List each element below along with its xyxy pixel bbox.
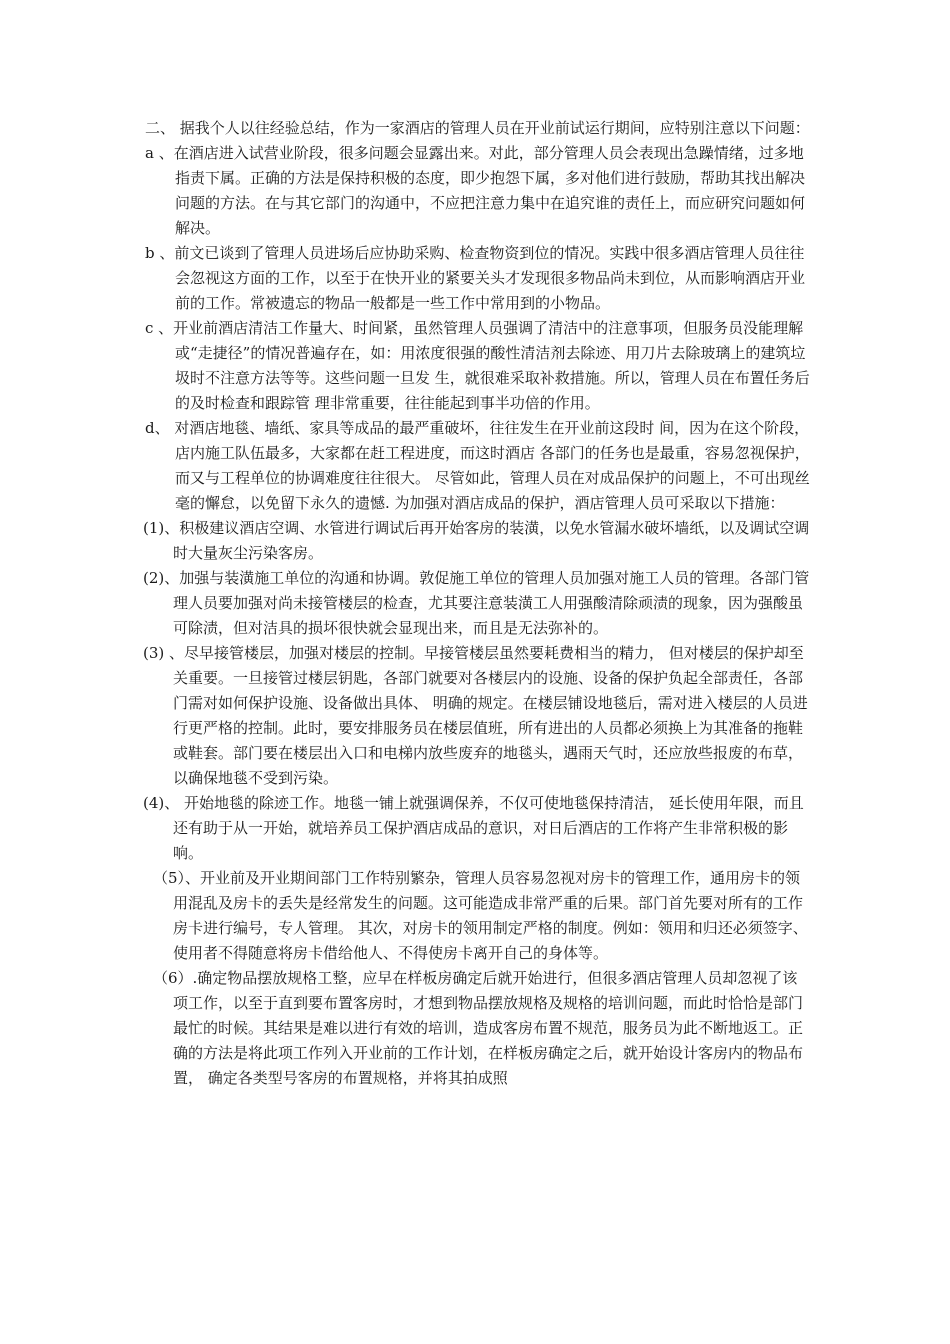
measure-6-paragraph: （6）.确定物品摆放规格工整，应早在样板房确定后就开始进行，但很多酒店管理人员却忽视了该项工作，以至于直到要布置客房时，才想到物品摆放规格及规格的培训问题，而此时恰恰是部门最忙的时候。其结果是难以进行有效的培训，造成客房布置不规范，服务员为此不断地返工。正确的方法是将此项工作列入开业前的工作计划，在样板房确定之后，就开始设计客房内的物品布置， 确定各类型号客房的布置规格，并将其拍成照: [153, 969, 804, 1087]
measure-5-paragraph: （5）、开业前及开业期间部门工作特别繁杂，管理人员容易忽视对房卡的管理工作，通用房卡的领用混乱及房卡的丢失是经常发生的问题。这可能造成非常严重的后果。部门首先要对所有的工作房卡进行编号，专人管理。 其次，对房卡的领用制定严格的制度。例如：领用和归还必须签字、使用者不得随意将房卡借给他人、不得使房卡离开自己的身体等。: [153, 869, 808, 962]
item-d-paragraph: d、 对酒店地毯、墙纸、家具等成品的最严重破坏，往往发生在开业前这段时 间，因为在这个阶段，店内施工队伍最多，大家都在赶工程进度，而这时酒店 各部门的任务也是最重，容易忽视保护，而又与工程单位的协调难度往往很大。 尽管如此，管理人员在对成品保护的问题上，不可出现丝毫的懈怠，以免留下永久的遗憾. 为加强对酒店成品的保护，酒店管理人员可采取以下措施：: [145, 419, 810, 512]
item-b-paragraph: b 、前文已谈到了管理人员进场后应协助采购、检查物资到位的情况。实践中很多酒店管理人员往往会忽视这方面的工作，以至于在快开业的紧要关头才发现很多物品尚未到位，从而影响酒店开业前的工作。常被遗忘的物品一般都是一些工作中常用到的小物品。: [145, 244, 806, 312]
item-a-paragraph: a 、在酒店进入试营业阶段，很多问题会显露出来。对此，部分管理人员会表现出急躁情绪，过多地指责下属。正确的方法是保持积极的态度，即少抱怨下属，多对他们进行鼓励，帮助其找出解决问题的方法。在与其它部门的沟通中，不应把注意力集中在追究谁的责任上，而应研究问题如何解决。: [145, 144, 806, 237]
measure-4-paragraph: (4)、 开始地毯的除迹工作。地毯一铺上就强调保养，不仅可使地毯保持清洁， 延长使用年限，而且还有助于从一开始，就培养员工保护酒店成品的意识，对日后酒店的工作将产生非常积极的影响。: [143, 794, 804, 862]
item-c-paragraph: c 、开业前酒店清洁工作量大、时间紧，虽然管理人员强调了清洁中的注意事项，但服务员没能理解或“走捷径”的情况普遍存在，如：用浓度很强的酸性清洁剂去除迹、用刀片去除玻璃上的建筑垃圾时不注意方法等等。这些问题一旦发 生，就很难采取补救措施。所以，管理人员在布置任务后的及时检查和跟踪管 理非常重要，往往能起到事半功倍的作用。: [145, 319, 810, 412]
measure-3-paragraph: (3) 、尽早接管楼层，加强对楼层的控制。早接管楼层虽然要耗费相当的精力， 但对楼层的保护却至关重要。一旦接管过楼层钥匙，各部门就要对各楼层内的设施、设备的保护负起全部责任，各部门需对如何保护设施、设备做出具体、 明确的规定。在楼层铺设地毯后，需对进入楼层的人员进行更严格的控制。此时，要安排服务员在楼层值班，所有进出的人员都必须换上为其准备的拖鞋或鞋套。部门要在楼层出入口和电梯内放些废弃的地毯头，遇雨天气时，还应放些报废的布草，以确保地毯不受到污染。: [143, 644, 808, 787]
measure-1-paragraph: (1)、积极建议酒店空调、水管进行调试后再开始客房的装潢，以免水管漏水破坏墙纸，以及调试空调时大量灰尘污染客房。: [143, 519, 810, 562]
document-body: [145, 116, 810, 1091]
measure-2-paragraph: (2)、加强与装潢施工单位的沟通和协调。敦促施工单位的管理人员加强对施工人员的管理。各部门管理人员要加强对尚未接管楼层的检查，尤其要注意装潢工人用强酸清除顽渍的现象，因为强酸虽可除渍，但对洁具的损坏很快就会显现出来，而且是无法弥补的。: [143, 569, 810, 637]
intro-paragraph: 二、 据我个人以往经验总结，作为一家酒店的管理人员在开业前试运行期间，应特别注意以下问题：: [145, 119, 810, 137]
